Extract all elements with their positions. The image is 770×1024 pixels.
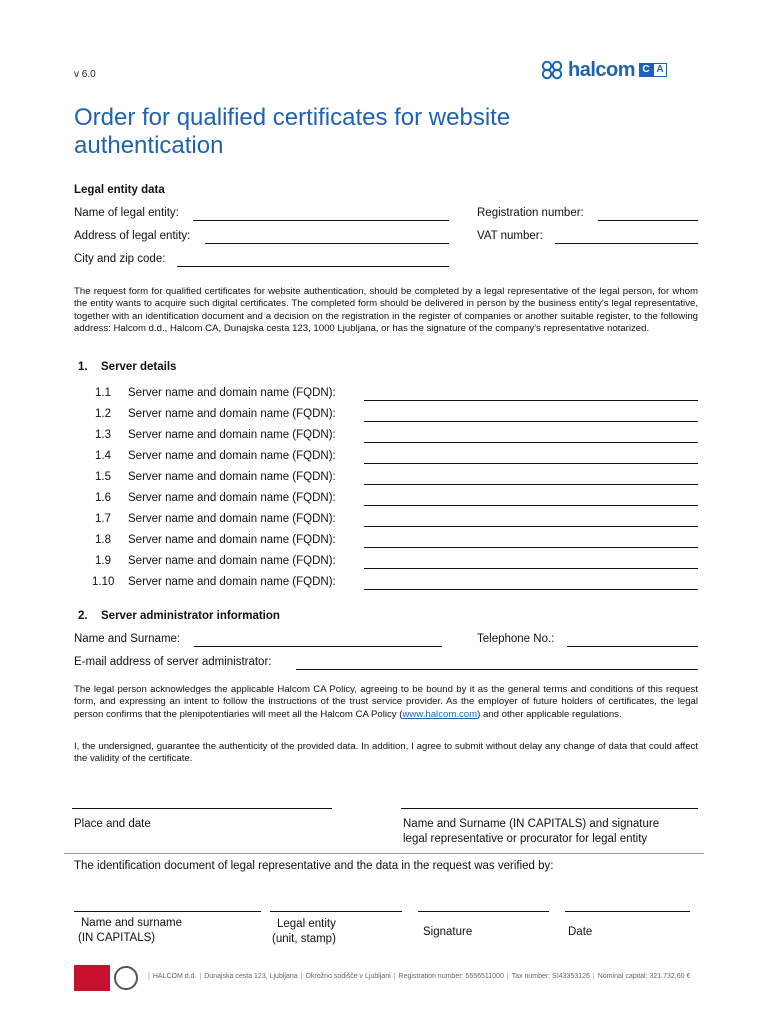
representative-signature-label-2: legal representative or procurator for legal entity [403, 833, 648, 845]
server-fqdn-field[interactable] [364, 568, 698, 569]
footer-capital: Nominal capital: 321.732,60 € [597, 973, 691, 980]
verifier-name-label-1: Name and surname [81, 917, 182, 929]
footer-address: Dunajska cesta 123, Ljubljana [204, 973, 298, 980]
admin-email-field[interactable] [296, 669, 698, 670]
server-fqdn-field[interactable] [364, 442, 698, 443]
legal-entity-address-label: Address of legal entity: [74, 230, 191, 242]
server-row-number: 1.5 [95, 471, 111, 483]
server-row-number: 1.3 [95, 429, 111, 441]
representative-signature-field[interactable] [401, 808, 698, 809]
footer-court: Okrožno sodišče v Ljubljani [305, 973, 391, 980]
vat-number-label: VAT number: [477, 230, 543, 242]
verifier-name-label-2: (IN CAPITALS) [78, 932, 156, 944]
footer-company: HALCOM d.d. [152, 973, 197, 980]
server-fqdn-field[interactable] [364, 484, 698, 485]
logo-ca-c: C [639, 63, 653, 77]
server-row-number: 1.7 [95, 513, 111, 525]
server-row-label: Server name and domain name (FQDN): [128, 471, 336, 483]
verifier-entity-label-2: (unit, stamp) [272, 933, 336, 945]
verifier-entity-label-1: Legal entity [277, 918, 336, 930]
admin-section-heading: Server administrator information [101, 610, 280, 622]
server-fqdn-field[interactable] [364, 526, 698, 527]
halcom-logo [540, 58, 667, 82]
footer-tax: Tax number: SI43353126 [511, 973, 590, 980]
place-date-label: Place and date [74, 818, 151, 830]
server-row-number: 1.9 [95, 555, 111, 567]
halcom-logo-icon [540, 59, 566, 81]
policy-text-after: ) and other applicable regulations. [477, 708, 622, 720]
intro-paragraph: The request form for qualified certificates for website authentication, should be completed by a legal representative of the legal person, for whom the entity wants to acquire such digital certificates. The completed form should be delivered in person by the business entity's legal representative, together with an identification document and a decision on the registration in the register of companies or another suitable register, to the following address: Halcom d.d., Halcom CA, Dunajska cesta 123, 1000 Ljubljana, or has the signature of the company's representative notarized. [74, 286, 698, 335]
policy-paragraph [74, 684, 698, 721]
verifier-signature-label: Signature [423, 926, 473, 938]
server-row-label: Server name and domain name (FQDN): [128, 387, 336, 399]
footer-registration: Registration number: 5556511000 [398, 973, 504, 980]
server-fqdn-field[interactable] [364, 463, 698, 464]
server-row-number: 1.2 [95, 408, 111, 420]
server-row-label: Server name and domain name (FQDN): [128, 555, 336, 567]
server-row-label: Server name and domain name (FQDN): [128, 513, 336, 525]
representative-signature-label-1: Name and Surname (IN CAPITALS) and signature [403, 818, 660, 830]
server-row-label: Server name and domain name (FQDN): [128, 450, 336, 462]
halcom-website-link[interactable]: www.halcom.com [402, 708, 478, 720]
vat-number-field[interactable] [555, 243, 698, 244]
registration-number-label: Registration number: [477, 207, 584, 219]
server-row-number: 1.10 [92, 576, 115, 588]
admin-phone-field[interactable] [567, 646, 698, 647]
server-row-number: 1.8 [95, 534, 111, 546]
legal-entity-name-field[interactable] [193, 220, 449, 221]
guarantee-paragraph: I, the undersigned, guarantee the authenticity of the provided data. In addition, I agree to submit without delay any change of data that could affect the validity of the certificate. [74, 741, 698, 765]
verifier-date-field[interactable] [565, 911, 690, 912]
legal-entity-address-field[interactable] [205, 243, 449, 244]
iso-certification-badge [74, 965, 110, 991]
admin-email-label: E-mail address of server administrator: [74, 656, 272, 668]
logo-ca-badge [639, 63, 667, 77]
legal-entity-heading: Legal entity data [74, 184, 165, 196]
section-divider [64, 853, 704, 854]
server-row-number: 1.1 [95, 387, 111, 399]
server-fqdn-field[interactable] [364, 505, 698, 506]
verifier-date-label: Date [568, 926, 593, 938]
legal-entity-name-label: Name of legal entity: [74, 207, 179, 219]
admin-phone-label: Telephone No.: [477, 633, 555, 645]
server-row-label: Server name and domain name (FQDN): [128, 429, 336, 441]
verification-text: The identification document of legal representative and the data in the request was verified by: [74, 860, 554, 872]
certification-logos [74, 964, 144, 992]
city-zip-label: City and zip code: [74, 253, 166, 265]
admin-name-field[interactable] [194, 646, 442, 647]
server-row-label: Server name and domain name (FQDN): [128, 576, 336, 588]
city-zip-field[interactable] [177, 266, 449, 267]
page-title: Order for qualified certificates for website authentication [74, 104, 511, 159]
policy-text-before: The legal person acknowledges the applicable Halcom CA Policy, agreeing to be bound by it as the general terms and conditions of this request form, and expressing an intent to follow the instructions of the trust service provider. As the employer of future holders of certificates, the legal person confirms that the plenipotentiaries will meet all the Halcom CA Policy ( [74, 684, 698, 720]
verifier-name-field[interactable] [74, 911, 261, 912]
server-fqdn-field[interactable] [364, 400, 698, 401]
version-label: v 6.0 [74, 69, 96, 80]
server-details-number: 1. [78, 361, 88, 373]
logo-text: halcom [568, 59, 636, 81]
server-row-number: 1.4 [95, 450, 111, 462]
bureau-veritas-seal-icon [114, 966, 138, 990]
server-fqdn-field[interactable] [364, 421, 698, 422]
server-row-label: Server name and domain name (FQDN): [128, 534, 336, 546]
admin-name-label: Name and Surname: [74, 633, 181, 645]
server-row-label: Server name and domain name (FQDN): [128, 492, 336, 504]
place-date-field[interactable] [72, 808, 332, 809]
registration-number-field[interactable] [598, 220, 698, 221]
footer-company-info: | HALCOM d.d. | Dunajska cesta 123, Ljubljana | Okrožno sodišče v Ljubljani | Registration number: 5556511000 | Tax number: SI43353126 | Nominal capital: 321.732,60 € [148, 973, 693, 980]
verifier-signature-field[interactable] [418, 911, 549, 912]
verifier-entity-field[interactable] [270, 911, 402, 912]
logo-ca-a: A [653, 63, 667, 77]
server-row-number: 1.6 [95, 492, 111, 504]
server-fqdn-field[interactable] [364, 547, 698, 548]
server-fqdn-field[interactable] [364, 589, 698, 590]
server-details-heading: Server details [101, 361, 177, 373]
server-row-label: Server name and domain name (FQDN): [128, 408, 336, 420]
admin-section-number: 2. [78, 610, 88, 622]
